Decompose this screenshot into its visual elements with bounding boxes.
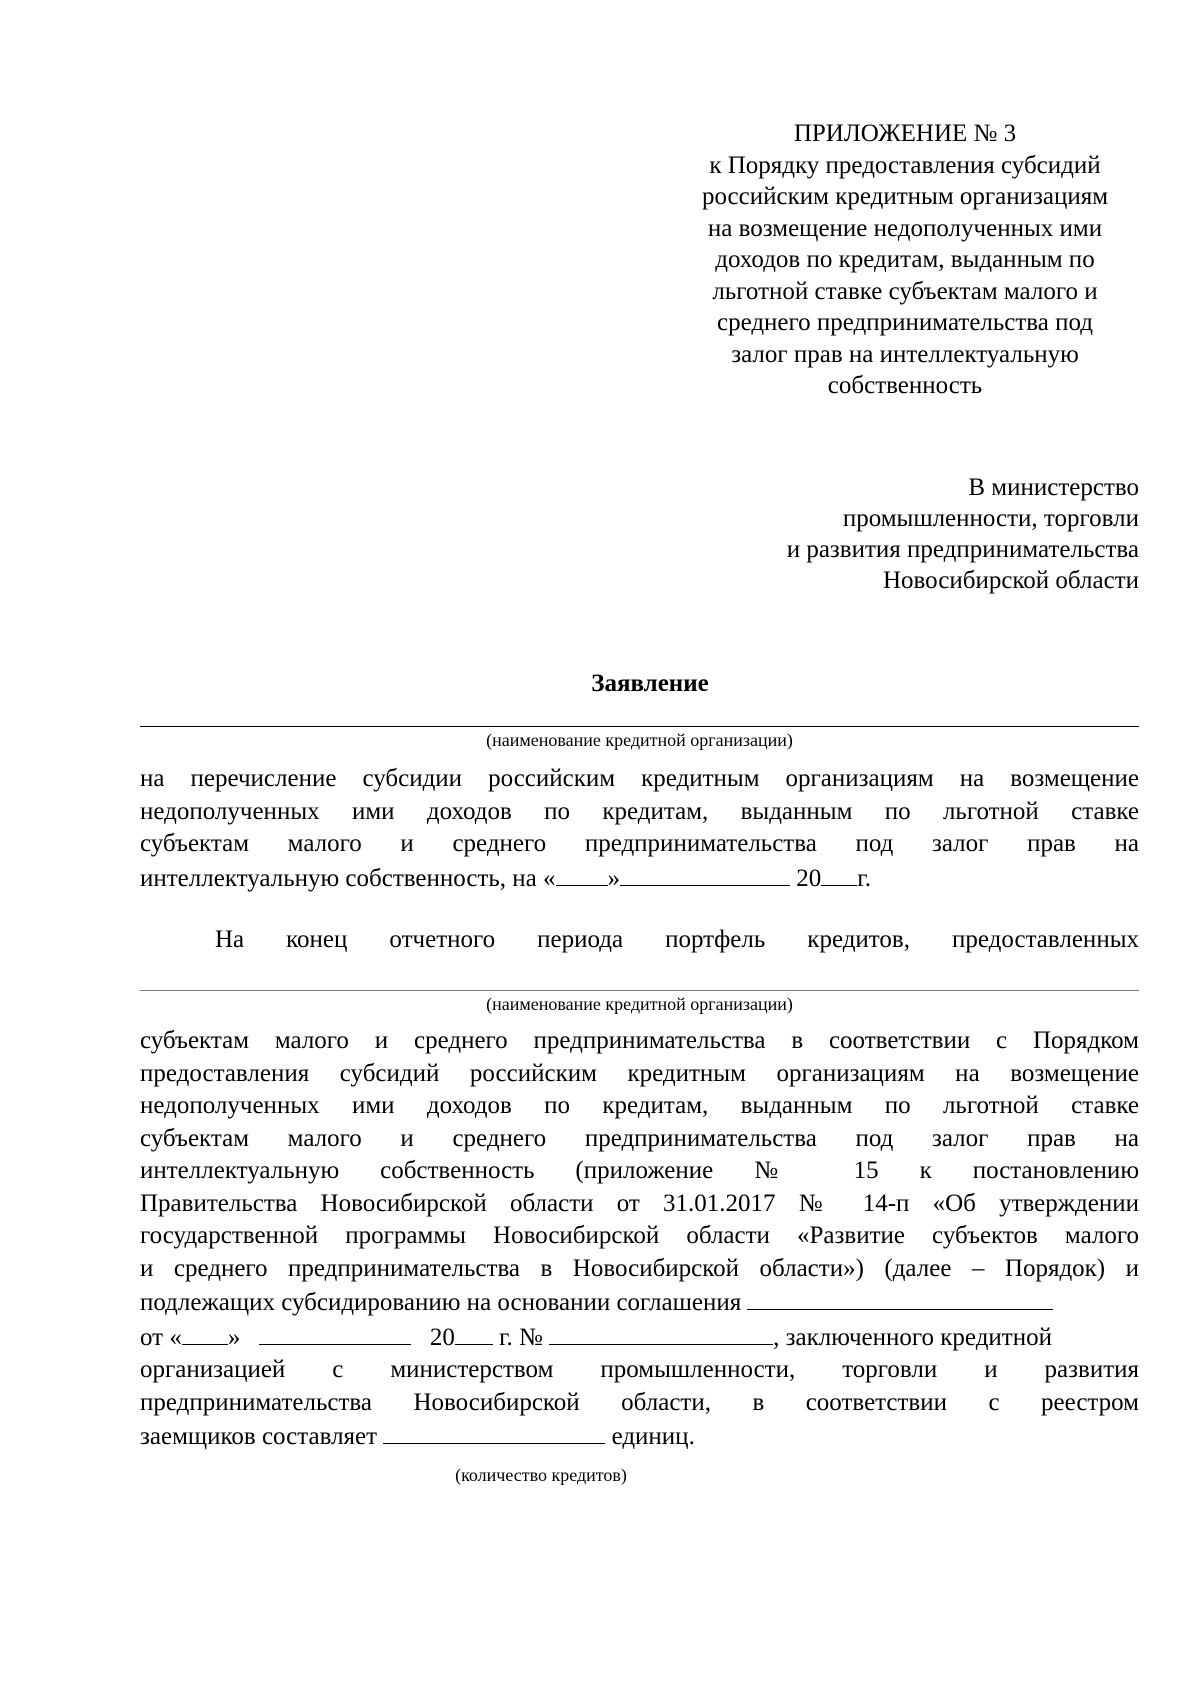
appendix-line: на возмещение недополученных ими xyxy=(707,214,1103,242)
recipient-line: В министерство xyxy=(968,474,1139,501)
appendix-line: льготной ставке субъектам малого и xyxy=(712,277,1098,305)
org-name-field-2[interactable] xyxy=(140,990,1139,991)
recipient-block xyxy=(787,472,1139,596)
day-field[interactable] xyxy=(556,861,608,886)
text-line-date xyxy=(140,861,1139,896)
text-fragment: единиц. xyxy=(611,1423,695,1450)
text-line-count xyxy=(140,1419,1139,1454)
agreement-name-field[interactable] xyxy=(747,1285,1053,1310)
appendix-line: среднего предпринимательства под xyxy=(716,309,1094,336)
text-fragment: » xyxy=(607,864,621,892)
text-line: на перечисление субсидии российским кредитным организациям на возмещение xyxy=(140,765,1139,792)
paragraph-portfolio-details xyxy=(140,1025,1139,1454)
text-fragment: » xyxy=(227,1323,241,1351)
agreement-day-field[interactable] xyxy=(182,1320,228,1345)
org-name-caption-1: (наименование кредитной организации) xyxy=(486,730,793,750)
loan-count-field[interactable] xyxy=(383,1419,605,1444)
text-line: предпринимательства Новосибирской области, в соответствии с реестром xyxy=(140,1388,1139,1416)
appendix-header xyxy=(670,118,1140,402)
text-fragment: г. № xyxy=(492,1323,543,1351)
text-line: интеллектуальную собственность (приложение № 15 к постановлению xyxy=(140,1157,1139,1184)
text-line: недополученных ими доходов по кредитам, выданным по льготной ставке xyxy=(140,1092,1139,1119)
paragraph-request xyxy=(140,763,1139,895)
agreement-number-field[interactable] xyxy=(549,1320,773,1345)
org-name-caption-2: (наименование кредитной организации) xyxy=(486,994,793,1014)
document-title: Заявление xyxy=(591,670,709,697)
text-line: На конец отчетного периода портфель кредитов, предоставленных xyxy=(215,926,1139,953)
recipient-line: Новосибирской области xyxy=(882,567,1139,594)
text-line: недополученных ими доходов по кредитам, выданным по льготной ставке xyxy=(140,797,1139,825)
text-line-agreement xyxy=(140,1285,1139,1320)
org-name-field-1[interactable] xyxy=(140,726,1139,727)
paragraph-portfolio-intro xyxy=(215,924,1139,957)
text-line-agreement-date xyxy=(140,1320,1139,1355)
text-line: и среднего предпринимательства в Новосибирской области») (далее – Порядок) и xyxy=(140,1254,1139,1282)
text-fragment: 20 xyxy=(429,1323,455,1351)
appendix-line: к Порядку предоставления субсидий xyxy=(709,151,1101,179)
loan-count-caption: (количество кредитов) xyxy=(455,1465,627,1485)
text-fragment: 20 xyxy=(790,864,822,892)
appendix-line: доходов по кредитам, выданным по xyxy=(715,246,1095,273)
appendix-line: российским кредитным организациям xyxy=(701,183,1109,210)
text-line: государственной программы Новосибирской области «Развитие субъектов малого xyxy=(140,1222,1139,1249)
text-line: субъектам малого и среднего предпринимательства в соответствии с Порядком xyxy=(140,1027,1139,1054)
text-line: организацией с министерством промышленности, торговли и развития xyxy=(140,1356,1139,1383)
text-line: субъектам малого и среднего предпринимательства под залог прав на xyxy=(140,1124,1139,1152)
recipient-line: и развития предпринимательства xyxy=(786,536,1139,563)
text-fragment: заемщиков составляет xyxy=(140,1423,378,1450)
appendix-line: собственность xyxy=(827,372,983,399)
month-field[interactable] xyxy=(620,861,790,886)
text-line: субъектам малого и среднего предпринимательства под залог прав на xyxy=(140,830,1139,857)
text-fragment: г. xyxy=(857,864,871,892)
text-line: предоставления субсидий российским кредитным организациям на возмещение xyxy=(140,1059,1139,1087)
agreement-year-field[interactable] xyxy=(455,1320,493,1345)
text-fragment: интеллектуальную собственность, на « xyxy=(140,864,556,892)
text-fragment: подлежащих субсидированию на основании соглашения xyxy=(140,1289,742,1316)
year-field[interactable] xyxy=(821,861,857,886)
appendix-line: ПРИЛОЖЕНИЕ № 3 xyxy=(793,120,1017,147)
appendix-line: залог прав на интеллектуальную xyxy=(731,340,1079,368)
text-line: Правительства Новосибирской области от 31.01.2017 № 14-п «Об утверждении xyxy=(140,1189,1139,1217)
recipient-line: промышленности, торговли xyxy=(842,505,1139,532)
text-fragment: , заключенного кредитной xyxy=(773,1323,1052,1351)
text-fragment: от « xyxy=(140,1323,182,1351)
agreement-month-field[interactable] xyxy=(259,1320,411,1345)
